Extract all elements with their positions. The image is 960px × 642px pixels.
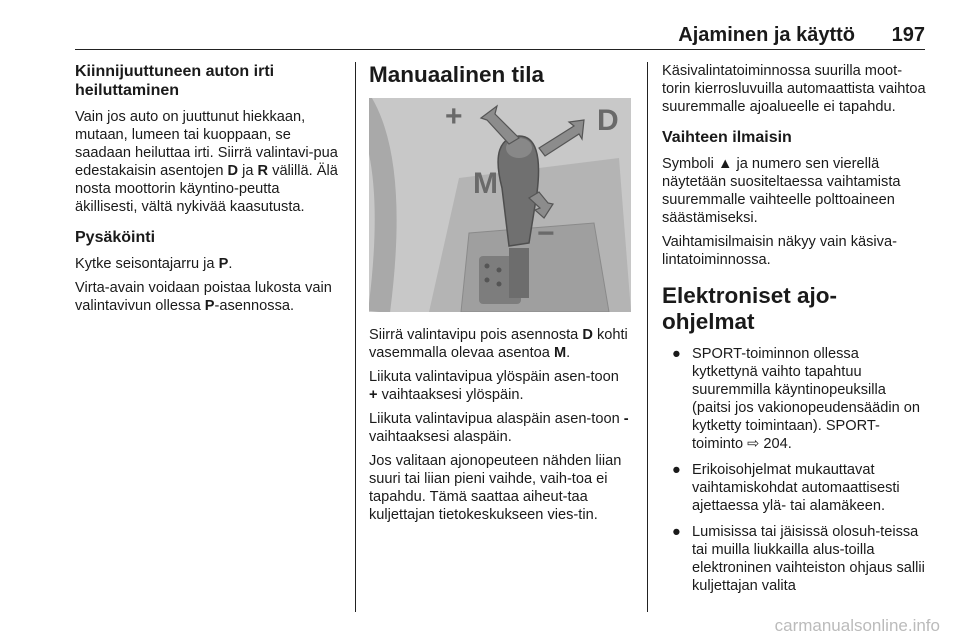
- watermark: carmanualsonline.info: [774, 616, 940, 635]
- column-divider-2: [647, 62, 648, 612]
- manual-symbol: M: [473, 167, 498, 200]
- section-heading-gear-indicator: Vaihteen ilmaisin: [662, 129, 792, 146]
- paragraph-manual-4: Jos valitaan ajonopeuteen nähden liian suuri tai liian pieni vaihde, vaih-toa ei tapahdu. Tämä saattaa aiheut-taa kuljettajan tietokeskukseen vies-tin.: [369, 453, 622, 523]
- column-divider-1: [355, 62, 356, 612]
- paragraph-manual-2: Liikuta valintavipua ylöspäin asen-toon + vaihtaaksesi ylöspäin.: [369, 369, 619, 403]
- section-heading-drive-programs: Elektroniset ajo-ohjelmat: [662, 283, 838, 334]
- drive-symbol: D: [597, 104, 619, 137]
- paragraph-manual-1: Siirrä valintavipu pois asennosta D kohti vasemmalla olevaa asentoa M.: [369, 327, 628, 361]
- header-rule: [75, 49, 925, 50]
- paragraph-manual-continued: Käsivalintatoiminnossa suurilla moot-torin kierrosluvuilla automaattista vaihtoa suuremmalle ajoalueelle ei tapahdu.: [662, 63, 926, 115]
- page-header: [75, 0, 925, 50]
- paragraph-gear-indicator-2: Vaihtamisilmaisin näkyy vain käsiva-lintatoiminnossa.: [662, 234, 897, 268]
- bullet-icon: ●: [672, 524, 681, 540]
- list-item: ● Erikoisohjelmat mukauttavat vaihtamiskohdat automaattisesti ajettaessa ylä- tai alamäkeen.: [672, 462, 900, 514]
- gear-selector-svg: [369, 98, 631, 312]
- section-heading-manual-mode: Manuaalinen tila: [369, 62, 545, 87]
- page-number: 197: [891, 24, 925, 46]
- paragraph-gear-indicator-1: Symboli ▲ ja numero sen vierellä näytetään suositeltaessa vaihtamista suuremmalle vaihteelle polttoaineen säästämiseksi.: [662, 156, 901, 226]
- paragraph-parking-2: Virta-avain voidaan poistaa lukosta vain valintavivun ollessa P-asennossa.: [75, 280, 332, 314]
- section-heading-parking: Pysäköinti: [75, 229, 156, 246]
- paragraph-rocking: Vain jos auto on juuttunut hiekkaan, mutaan, lumeen tai kuoppaan, se saadaan heiluttaa irti. Siirrä valintavi-pua edestakaisin asentojen D ja R välillä. Älä nosta moottorin käyntino-peutta äkillisesti, vältä nykivää kaasutusta.: [75, 109, 338, 215]
- drive-programs-list: [662, 345, 928, 595]
- header-title: Ajaminen ja käyttö: [678, 24, 855, 46]
- bullet-icon: ●: [672, 462, 681, 478]
- minus-symbol: −: [537, 217, 555, 250]
- paragraph-parking-1: Kytke seisontajarru ja P.: [75, 256, 233, 272]
- list-item: ● SPORT-toiminnon ollessa kytkettynä vaihto tapahtuu suuremmilla käyntinopeuksilla (paitsi jos vakionopeudensäädin on kytketty toimintaan). SPORT-toiminto ⇨ 204.: [672, 346, 920, 452]
- paragraph-manual-3: Liikuta valintavipua alaspäin asen-toon - vaihtaaksesi alaspäin.: [369, 411, 629, 445]
- column-2: [369, 62, 631, 530]
- section-heading-rocking: Kiinnijuuttuneen auton irti heiluttaminen: [75, 63, 275, 99]
- list-item: ● Lumisissa tai jäisissä olosuh-teissa tai muilla liukkailla alus-toilla elektroninen vaihteiston ohjaus sallii kuljettajan valita: [672, 524, 925, 594]
- bullet-icon: ●: [672, 346, 681, 362]
- plus-symbol: +: [445, 100, 463, 133]
- column-1: [75, 62, 343, 321]
- column-3: [662, 62, 928, 603]
- gear-selector-illustration: [369, 98, 631, 312]
